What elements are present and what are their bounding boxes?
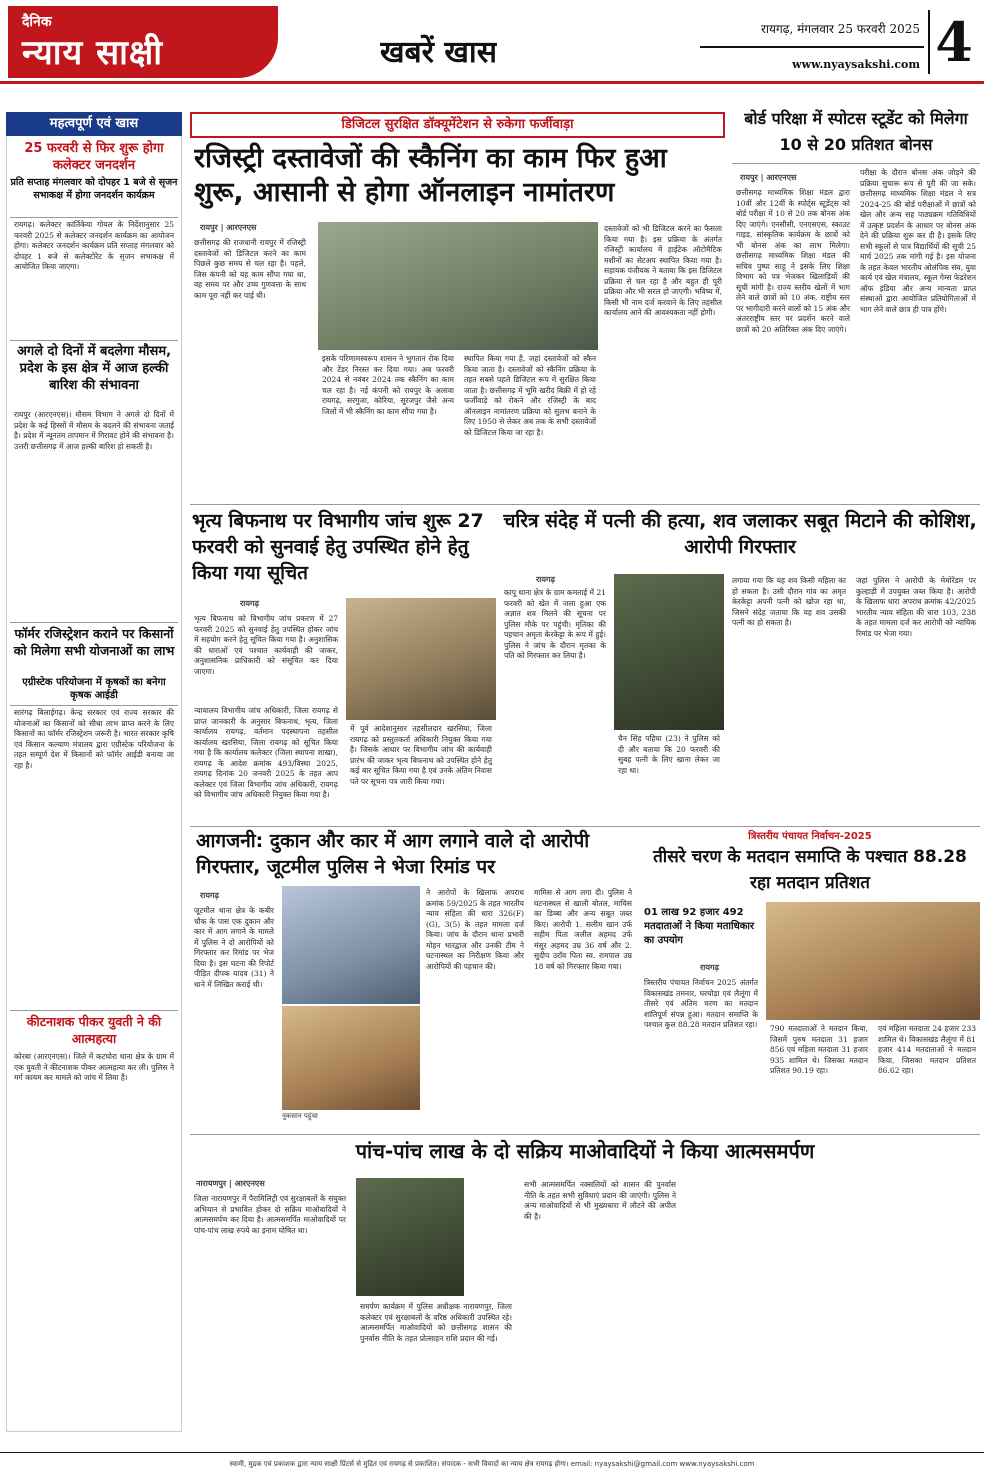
article5-body-1: जूटमील थाना क्षेत्र के कबीर चौक के पास एक दुकान और कार में आग लगाने के मामले में पुलिस ने दो आरोपियों को गिरफ्तार कर रिमांड पर भेज दिया है। इस घटना की रिपोर्ट पीड़ित दीपक यादव (31) ने थाने में लिखित कराई थी। <box>194 906 274 989</box>
divider <box>190 504 980 505</box>
page-number: 4 <box>928 10 978 74</box>
article6-body-3: एवं महिला मतदाता 24 हजार 233 शामिल थे। विकासखंड लैलूंगा में 81 हजार 414 मतदाताओं ने मतदान किया, जिसका मतदान प्रतिशत 86.62 रहा। <box>878 1024 976 1075</box>
item-body: रायपुर (आरएनएस)। मौसम विभाग ने अगले दो दिनों में प्रदेश के कई हिस्सों में मौसम के बदलने की संभावना जताई है। प्रदेश में न्यूनतम तापमान में गिरावट होने की संभावना है। उत्तरी छत्तीसगढ़ में आज हल्की बारिश हो सकती है। <box>14 410 174 451</box>
article3-headline: भृत्य बिफनाथ पर विभागीय जांच शुरू 27 फरवरी को सुनवाई हेतु उपस्थित होने हेतु किया गया सूचित <box>192 510 484 584</box>
logo-title: न्याय साक्षी <box>22 33 164 73</box>
website-link[interactable]: www.nyaysakshi.com <box>792 58 920 71</box>
item-subtitle: एग्रीस्टेक परियोजना में कृषकों का बनेगा कृषक आईडी <box>10 676 178 706</box>
article7-byline: नारायणपुर | आरएनएस <box>196 1179 265 1188</box>
article5-body-3: मामिस से आग लगा दी। पुलिस ने घटनास्थल से खाली बोतल, माचिस का डिब्बा और अन्य सबूत जब्त किए। आरोपी 1. सलीम खान उर्फ सहीम पिता जलील अहमद उर्फ मंसूर अहमद उम्र 36 वर्ष और 2. सुदीप उराँव पिता स्व. रामपाल उम्र 18 वर्ष को गिरफ्तार किया गया। <box>534 888 632 971</box>
article5-body-2: ने आरोपों के खिलाफ अपराध क्रमांक 59/2025 के तहत भारतीय न्याय संहिता की धारा 326(F)(G), 3(5) के तहत मामला दर्ज किया। जांच के दौरान थाना प्रभारी मोहन भारद्वाज और उनकी टीम ने घटनास्थल का निरीक्षण किया और आरोपियों की पहचान की। <box>426 888 524 971</box>
lead-body-2: इसके परिणामस्वरूप शासन ने भुगतान रोक दिया और टेंडर निरस्त कर दिया गया। अब फरवरी 2024 से नवंबर 2024 तक स्कैनिंग का काम चल रहा है। नई कंपनी को रायपुर के अलावा रायगढ़, सरगुजा, कोरिया, सूरजपुर जैसे अन्य जिलों में भी स्कैनिंग का काम सौंपा गया है। <box>322 354 454 416</box>
logo-small-text: दैनिक <box>22 14 52 30</box>
left-column-header: महत्वपूर्ण एवं खास <box>6 112 182 136</box>
item-title: 25 फरवरी से फिर शुरू होगा कलेक्टर जनदर्शन <box>24 141 164 173</box>
item-title: अगले दो दिनों में बदलेगा मौसम, प्रदेश के इस क्षेत्र में आज हल्की बारिश की संभावना <box>10 340 178 408</box>
article5-headline: आगजनी: दुकान और कार में आग लगाने वाले दो आरोपी गिरफ्तार, जूटमील पुलिस ने भेजा रिमांड पर <box>196 830 590 878</box>
left-item-suicide <box>10 1010 178 1430</box>
article6-body-1: त्रिस्तरीय पंचायत निर्वाचन 2025 अंतर्गत विकासखंड तमनार, घरघोड़ा एवं लैलूंगा में तीसरे एवं अंतिम चरण का मतदान शांतिपूर्ण संपन्न हुआ। मतदान समाप्ति के पश्चात कुल 88.28 मतदान प्रतिशत रहा। <box>644 978 758 1029</box>
article6-pullquote: 01 लाख 92 हजार 492 मतदाताओं ने किया मताधिकार का उपयोग <box>644 907 755 946</box>
article4-body-2: लगाया गया कि यह शव किसी महिला का हो सकता है। उसी दौरान गांव का अमृत केरकेट्टा अपनी पत्नी को खोज रहा था, जिसने संदेह जताया कि यह शव उसकी पत्नी का हो सकता है। <box>732 576 846 627</box>
article5-photo-police <box>282 886 420 1004</box>
article6-kicker: त्रिस्तरीय पंचायत निर्वाचन-2025 <box>748 831 872 842</box>
board-body-2: परीक्षा के दौरान बोनस अंक जोड़ने की प्रक्रिया सुचारू रूप से पूरी की जा सके। छत्तीसगढ़ माध्यमिक शिक्षा मंडल ने सत्र 2024-25 की बोर्ड परीक्षाओं में छात्रों को खेल और अन्य सह पाठ्यक्रम गतिविधियों में उत्कृष्ट प्रदर्शन के आधार पर बोनस अंक देने की प्रक्रिया शुरू कर दी है। इसके लिए सभी स्कूलों से पात्र विद्यार्थियों की सूची 25 मार्च 2025 तक मांगी गई है। इस योजना के तहत केवल भारतीय ओलंपिक संघ, युवा कार्य एवं खेल मंत्रालय, स्कूल गेम्स फेडरेशन ऑफ इंडिया और अन्य मान्यता प्राप्त संस्थाओं द्वारा आयोजित प्रतियोगिताओं में भाग लेने वाले छात्र ही पात्र होंगे। <box>860 168 976 314</box>
article6-headline: तीसरे चरण के मतदान समाप्ति के पश्चात 88.28 रहा मतदान प्रतिशत <box>653 847 967 893</box>
lead-headline: रजिस्ट्री दस्तावेजों की स्कैनिंग का काम फिर हुआ शुरू, आसानी से होगा ऑनलाइन नामांतरण <box>194 143 667 208</box>
board-headline: बोर्ड परिक्षा में स्पोटस स्टूडेंट को मिलेगा 10 से 20 प्रतिशत बोनस <box>732 106 980 164</box>
left-item-farmer <box>10 622 178 1012</box>
item-title: फॉर्मर रजिस्ट्रेशन कराने पर किसानों को मिलेगा सभी योजनाओं का लाभ <box>10 622 178 676</box>
article3-photo-office <box>346 598 496 720</box>
lead-byline: रायपुर | आरएनएस <box>200 223 257 232</box>
newspaper-logo <box>8 6 278 78</box>
article3-body-1: भृत्य बिफनाथ को विभागीय जांच प्रकरण में 27 फरवरी 2025 को सुनवाई हेतु उपस्थित होकर जांच में सहयोग करने हेतु सूचित किया गया है। अनुशासिक की धाराओं एवं पश्चात कार्यवाही की जाकर, अनुशासनिक प्राधिकारी को संसूचित कर दिया जाएगा। <box>194 614 338 676</box>
dateline: रायगढ़, मंगलवार 25 फरवरी 2025 <box>761 22 920 36</box>
article6-body-2: 790 मतदाताओं ने मतदान किया, जिसमें पुरुष मतदाता 31 हजार 856 एवं महिला मतदाता 31 हजार 935 शामिल थे। जिसका मतदान प्रतिशत 90.19 रहा। <box>770 1024 868 1075</box>
article4-headline: चरित्र संदेह में पत्नी की हत्या, शव जलाकर सबूत मिटाने की कोशिश, आरोपी गिरफ्तार <box>503 510 977 558</box>
article4-caption: चैन सिंह पहिया (23) ने पुलिस को दी और बताया कि 20 फरवरी की सुबह पत्नी के लिए खाना लेकर जा रहा था। <box>618 734 720 775</box>
article6-photo-voters <box>766 902 980 1020</box>
lead-photo-land <box>318 222 598 350</box>
article7-body-3: सभी आत्मसमर्पित नक्सलियों को शासन की पुनर्वास नीति के तहत सभी सुविधाएं प्रदान की जाएंगी। पुलिस ने अन्य माओवादियों से भी मुख्यधारा में लौटने की अपील की है। <box>524 1180 676 1221</box>
article4-photo-accused <box>614 574 724 730</box>
item-body: कोरबा (आरएनएस)। जिले में कटघोरा थाना क्षेत्र के ग्राम में एक युवती ने कीटनाशक पीकर आत्महत्या कर ली। पुलिस ने मर्ग कायम कर मामले को जांच में लिया है। <box>14 1052 174 1082</box>
lead-body-1: छत्तीसगढ़ की राजधानी रायपुर में रजिस्ट्री दस्तावेजों को डिजिटल करने का काम पिछले कुछ समय से चल रहा है। पहले, जिस कंपनी को यह काम सौंपा गया था, वह समय पर और उच्च गुणवत्ता के साथ काम पूरा नहीं कर पाई थी। <box>194 238 306 300</box>
lead-body-4: दस्तावेजों को भी डिजिटल करने का फैसला किया गया है। इस प्रक्रिया के अंतर्गत रजिस्ट्री कार्यालय में हाईटेक ऑटोमैटिक मशीनों का सेटअप स्थापित किया गया है। सहायक पंजीयक ने बताया कि इस डिजिटल प्रक्रिया से चल रहा है और बहुत ही पूरी प्रक्रिया और भी सरल हो जाएगी। भविष्य में, किसी भी नाम दर्ज करवाने के लिए तहसील कार्यालय आने की आवश्यकता नहीं होगी। <box>604 224 722 317</box>
article5-byline: रायगढ़ <box>200 891 219 900</box>
article4-body-1: कापू थाना क्षेत्र के ग्राम कमताई में 21 फरवरी को खेत में जला हुआ एक अज्ञात शव मिलने की सूचना पर पुलिस मौके पर पहुंची। मृतिका की पहचान अमृता केरकेट्टा के रूप में हुई। पुलिस ने जांच के दौरान मृतका के पति को गिरफ्तार कर लिया है। <box>504 588 606 660</box>
imprint-footer: स्वामी, मुद्रक एवं प्रकाशक द्वारा न्याय साक्षी प्रिंटर्स से मुद्रित एवं रायगढ़ से प्रकाशित। संपादक - सभी विवादों का न्याय क्षेत्र रायगढ़ होगा। email: nyaysakshi@gmail.com www.nyaysakshi.com <box>0 1452 984 1475</box>
article7-headline: पांच-पांच लाख के दो सक्रिय माओवादियों ने किया आत्मसमर्पण <box>355 1139 815 1163</box>
divider <box>190 1134 980 1135</box>
lead-kicker: डिजिटल सुरक्षित डॉक्यूमेंटेशन से रुकेगा फर्जीवाड़ा <box>190 112 725 138</box>
masthead-rule <box>700 46 924 48</box>
item-body: सारंगढ़ बिलाईगढ़। केन्द्र सरकार एवं राज्य सरकार की योजनाओं का किसानों को सीधा लाभ प्राप्त करने के लिए किसानों का फॉर्मर रजिस्ट्रेशन जरूरी है। भारत सरकार कृषि एवं किसान कल्याण मंत्रालय द्वारा एग्रीस्टेक परियोजना के तहत सम्पूर्ण देश में किसानों को फॉर्मर आईडी बनाया जा रहा है। <box>14 708 174 770</box>
article7-body-2: समर्पण कार्यक्रम में पुलिस अधीक्षक नारायणपुर, जिला कलेक्टर एवं सुरक्षाबलों के वरिष्ठ अधिकारी उपस्थित रहे। आत्मसमर्पित माओवादियों को छत्तीसगढ़ शासन की पुनर्वास नीति के तहत प्रोत्साहन राशि प्रदान की गई। <box>360 1302 512 1343</box>
article7-photo-surrender <box>356 1178 464 1296</box>
article3-body-3: में पूर्व आदेशानुसार तहसीलदार खरसिया, जिला रायगढ़ को प्रस्तुतकर्ता अधिकारी नियुक्त किया गया है। जिसके आधार पर विभागीय जांच की कार्यवाही प्रारंभ की जाकर भृत्य बिफनाथ को उपस्थित होने हेतु कई बार सूचित किया गया है एवं उनके अंतिम निवास पते पर सूचना पत्र जारी किया गया। <box>350 724 492 786</box>
article6-byline: रायगढ़ <box>700 963 719 972</box>
left-item-weather <box>10 340 178 620</box>
item-subtitle: प्रति सप्ताह मंगलवार को दोपहर 1 बजे से सृजन सभाकक्ष में होगा जनदर्शन कार्यक्रम <box>10 176 178 218</box>
divider <box>190 826 980 827</box>
board-body-1: छत्तीसगढ़ माध्यमिक शिक्षा मंडल द्वारा 10वीं और 12वीं के स्पोर्ट्स स्टूडेंट्स को बोर्ड परीक्षा में 10 से 20 तक बोनस अंक दिए जाएंगे। एनसीसी, एनएसएस, स्काउट गाइड, सांस्कृतिक कार्यक्रम के छात्रों को भी बोनस अंक का लाभ मिलेगा। छत्तीसगढ़ माध्यमिक शिक्षा मंडल की सचिव पुष्पा साहू ने इसके लिए शिक्षा विभाग को पत्र भेजकर खिलाड़ियों की सूची मांगी है। राज्य स्तरीय खेलों में भाग लेने वाले छात्रों को 10 अंक, राष्ट्रीय स्तर पर भागीदारी करने वालों को 15 अंक और अंतरराष्ट्रीय स्तर पर प्रदर्शन करने वाले छात्रों को 20 अतिरिक्त अंक दिए जाएंगे। <box>736 188 850 334</box>
article5-caption: नुकसान पहुंचा <box>282 1112 318 1120</box>
article3-body-2: न्यायालय विभागीय जांच अधिकारी, जिला रायगढ़ से प्राप्त जानकारी के अनुसार बिफनाथ, भृत्य, जिला कार्यालय रायगढ़, वर्तमान पदस्थापना तहसील कार्यालय खरसिया, जिला रायगढ़ को सूचित किया गया है कि कार्यालय कलेक्टर (जिला स्थापना शाखा), रायगढ़ के आदेश क्रमांक 493/विस्था 2025, रायगढ़ दिनांक 20 जनवरी 2025 के तहत आप कलेक्टर एवं जिला विभागीय जांच अधिकारी, रायगढ़ को विभागीय जांच अधिकारी नियुक्त किया गया है। <box>194 706 338 799</box>
lead-body-3: स्थापित किया गया है, जहां दस्तावेजों को स्कैन किया जाता है। दस्तावेजों को स्कैनिंग प्रक्रिया के तहत सबसे पहले डिजिटल रूप में सुरक्षित किया जाता है। छत्तीसगढ़ में भूमि खरीद बिक्री में हो रहे फर्जीवाड़े को रोकने और रजिस्ट्री के बाद ऑनलाइन नामांतरण प्रक्रिया को सुलभ बनाने के लिए 1950 से लेकर अब तक के सभी दस्तावेजों को डिजिटल किया जा रहा है। <box>464 354 596 437</box>
article7-body-1: जिला नारायणपुर में पैरामिलिट्री एवं सुरक्षाबलों के संयुक्त अभियान से प्रभावित होकर दो सक्रिय माओवादियों ने आत्मसमर्पण कर दिया है। आत्मसमर्पित माओवादियों पर पांच-पांच लाख रुपये का इनाम घोषित था। <box>194 1194 346 1235</box>
item-body: रायगढ़। कलेक्टर कार्तिकेया गोयल के निर्देशानुसार 25 फरवरी 2025 से कलेक्टर जनदर्शन कार्यक्रम का आयोजन होगा। कलेक्टर जनदर्शन कार्यक्रम प्रति सप्ताह मंगलवार को दोपहर 1 बजे से कलेक्टोरेट के सृजन सभाकक्ष में आयोजित किया जाएगा। <box>14 220 174 271</box>
article3-byline: रायगढ़ <box>240 599 259 608</box>
board-byline: रायपुर | आरएनएस <box>740 173 797 182</box>
item-title: कीटनाशक पीकर युवती ने की आत्महत्या <box>10 1010 178 1050</box>
section-title: खबरें खास <box>380 35 497 70</box>
article5-photo-accused <box>282 1006 420 1110</box>
article4-body-3: जहां पुलिस ने आरोपी के मेमोरेंडम पर कुल्हाड़ी में उपयुक्त जब्त किया है। आरोपी के खिलाफ धारा अपराध क्रमांक 42/2025 भारतीय न्याय संहिता की धारा 103, 238 के तहत मामला दर्ज कर आरोपी को न्यायिक रिमांड पर भेजा गया। <box>856 576 976 638</box>
article4-byline: रायगढ़ <box>536 575 555 584</box>
